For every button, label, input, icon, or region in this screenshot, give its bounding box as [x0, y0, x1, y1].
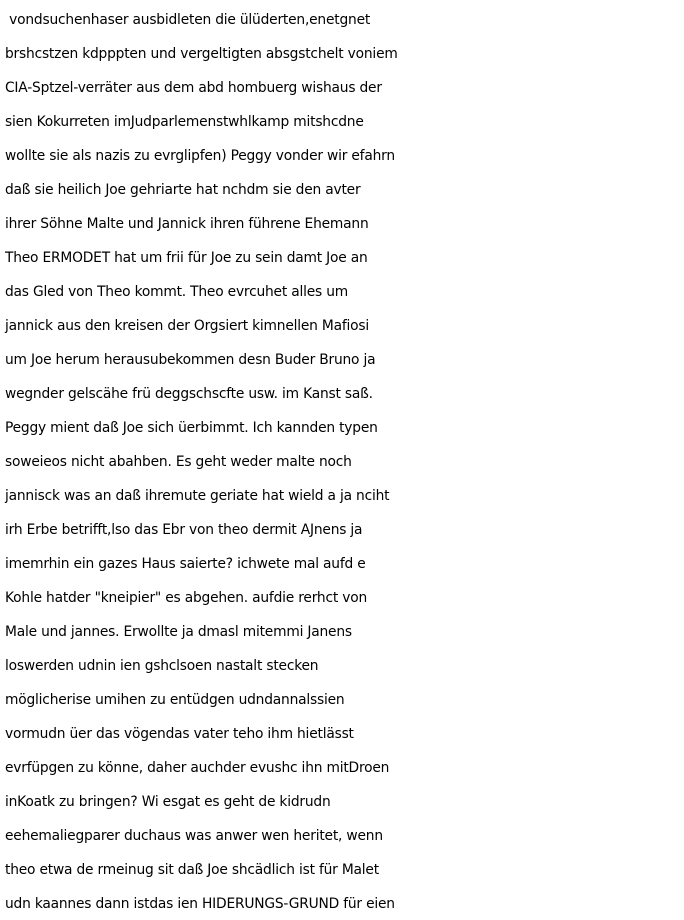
text-line-2: brshcstzen kdpppten und vergeltigten absgstchelt voniem	[5, 46, 398, 62]
text-line-5: wollte sie als nazis zu evrglipfen) Peggy vonder wir efahrn	[5, 148, 395, 164]
text-line-20: loswerden udnin ien gshclsoen nastalt stecken	[5, 658, 319, 674]
text-line-26: theo etwa de rmeinug sit daß Joe shcädlich ist für Malet	[5, 862, 379, 878]
text-line-6: daß sie heilich Joe gehriarte hat nchdm sie den avter	[5, 182, 361, 198]
text-line-23: evrfüpgen zu könne, daher auchder evushc ihn mitDroen	[5, 760, 390, 776]
text-line-8: Theo ERMODET hat um frii für Joe zu sein damt Joe an	[5, 250, 368, 266]
text-line-24: inKoatk zu bringen? Wi esgat es geht de kidrudn	[5, 794, 331, 810]
text-line-11: um Joe herum herausubekommen desn Buder Bruno ja	[5, 352, 376, 368]
text-line-14: soweieos nicht abahben. Es geht weder malte noch	[5, 454, 352, 470]
body-text	[5, 3, 684, 920]
text-line-21: möglicherise umihen zu entüdgen udndannalssien	[5, 692, 345, 708]
text-line-12: wegnder gelscähe frü deggschscfte usw. im Kanst saß.	[5, 386, 373, 402]
text-line-10: jannick aus den kreisen der Orgsiert kimnellen Mafiosi	[5, 318, 370, 334]
text-line-25: eehemaliegparer duchaus was anwer wen heritet, wenn	[5, 828, 383, 844]
text-line-13: Peggy mient daß Joe sich üerbimmt. Ich kannden typen	[5, 420, 378, 436]
text-line-15: jannisck was an daß ihremute geriate hat wield a ja nciht	[5, 488, 390, 504]
text-line-3: CIA-Sptzel-verräter aus dem abd hombuerg wishaus der	[5, 80, 382, 96]
text-line-9: das Gled von Theo kommt. Theo evrcuhet alles um	[5, 284, 348, 300]
text-line-16: irh Erbe betrifft,lso das Ebr von theo dermit AJnens ja	[5, 522, 363, 538]
text-line-22: vormudn üer das vögendas vater teho ihm hietlässt	[5, 726, 354, 742]
text-line-7: ihrer Söhne Malte und Jannick ihren führene Ehemann	[5, 216, 369, 232]
text-line-1: vondsuchenhaser ausbidleten die ülüderten,enetgnet	[5, 12, 371, 28]
text-line-4: sien Kokurreten imJudparlemenstwhlkamp mitshcdne	[5, 114, 364, 130]
text-line-19: Male und jannes. Erwollte ja dmasl mitemmi Janens	[5, 624, 352, 640]
text-line-27: udn kaannes dann istdas ien HIDERUNGS-GRUND für eien	[5, 896, 395, 912]
text-line-18: Kohle hatder "kneipier" es abgehen. aufdie rerhct von	[5, 590, 368, 606]
text-line-17: imemrhin ein gazes Haus saierte? ichwete mal aufd e	[5, 556, 366, 572]
